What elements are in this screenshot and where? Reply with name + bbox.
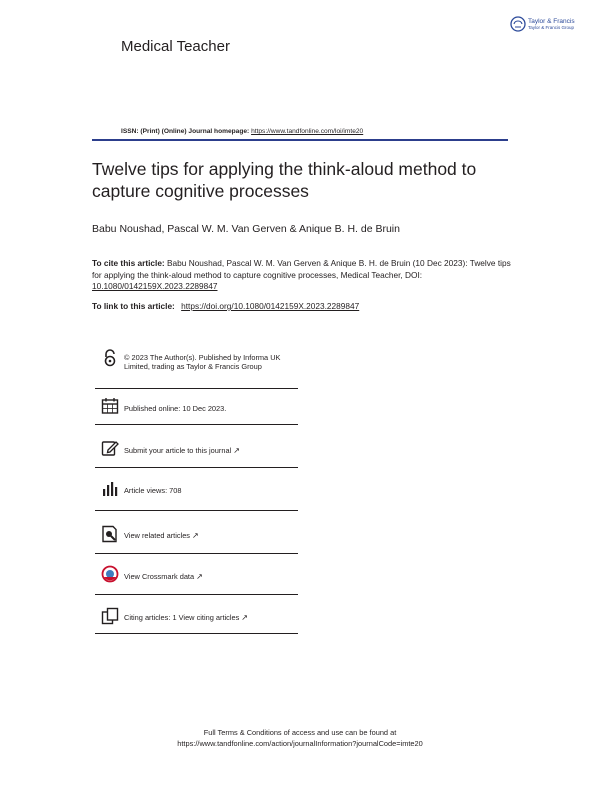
published-text: Published online: 10 Dec 2023. (124, 404, 227, 413)
article-authors: Babu Noushad, Pascal W. M. Van Gerven & Anique B. H. de Bruin (92, 223, 400, 235)
citing-articles-icon (101, 607, 119, 625)
info-panel (95, 340, 298, 634)
publisher-logo-tagline: Taylor & Francis Group (528, 25, 575, 30)
external-link-icon: ↗ (233, 446, 240, 455)
issn-label: ISSN: (Print) (Online) Journal homepage: (121, 128, 250, 135)
external-link-icon: ↗ (241, 613, 248, 622)
crossmark-text: View Crossmark data (124, 572, 195, 581)
journal-name: Medical Teacher (121, 38, 230, 55)
views-text: Article views: 708 (124, 486, 182, 495)
header-divider (92, 139, 508, 141)
submit-link[interactable] (124, 446, 296, 455)
submit-row[interactable] (95, 425, 298, 468)
citing-row[interactable] (95, 595, 298, 634)
crossmark-icon (101, 565, 119, 583)
article-link-line (92, 301, 359, 311)
article-title: Twelve tips for applying the think-aloud method to capture cognitive processes (92, 159, 477, 201)
related-row[interactable] (95, 511, 298, 554)
publisher-logo-name: Taylor & Francis (528, 18, 575, 25)
issn-line (121, 128, 363, 135)
cite-label: To cite this article: (92, 258, 165, 268)
publisher-logo-icon (510, 16, 526, 32)
citation-block (92, 258, 512, 293)
doi-link[interactable]: 10.1080/0142159X.2023.2289847 (92, 281, 218, 291)
related-text: View related articles (124, 531, 190, 540)
crossmark-link[interactable] (124, 572, 296, 581)
article-doi-url[interactable]: https://doi.org/10.1080/0142159X.2023.2289847 (181, 301, 360, 311)
cite-text: Babu Noushad, Pascal W. M. Van Gerven & Anique B. H. de Bruin (10 Dec 2023): Twelve tips for applying the think-aloud method to capture cognitive processes, Medical Teacher, DOI: (92, 258, 511, 280)
license-text: © 2023 The Author(s). Published by Informa UK Limited, trading as Taylor & Francis Group (124, 353, 281, 371)
open-access-icon (101, 349, 119, 367)
citing-link[interactable] (124, 613, 296, 622)
crossmark-row[interactable] (95, 554, 298, 595)
edit-icon (101, 439, 119, 457)
journal-homepage-link[interactable]: https://www.tandfonline.com/loi/imte20 (251, 128, 364, 135)
footer-line1: Full Terms & Conditions of access and use can be found at (203, 728, 397, 737)
related-link[interactable] (124, 531, 296, 540)
published-row (95, 389, 298, 425)
search-document-icon (101, 525, 119, 543)
calendar-icon (101, 397, 119, 415)
footer-terms-link[interactable]: https://www.tandfonline.com/action/journalInformation?journalCode=imte20 (177, 739, 423, 748)
external-link-icon: ↗ (196, 572, 203, 581)
publisher-logo[interactable] (510, 16, 582, 38)
footer (0, 727, 600, 749)
link-label: To link to this article: (92, 301, 175, 311)
bar-chart-icon (101, 480, 119, 498)
submit-text: Submit your article to this journal (124, 446, 232, 455)
citing-text: Citing articles: 1 View citing articles (124, 613, 240, 622)
views-row (95, 468, 298, 511)
external-link-icon: ↗ (192, 531, 199, 540)
license-row[interactable] (95, 340, 298, 389)
